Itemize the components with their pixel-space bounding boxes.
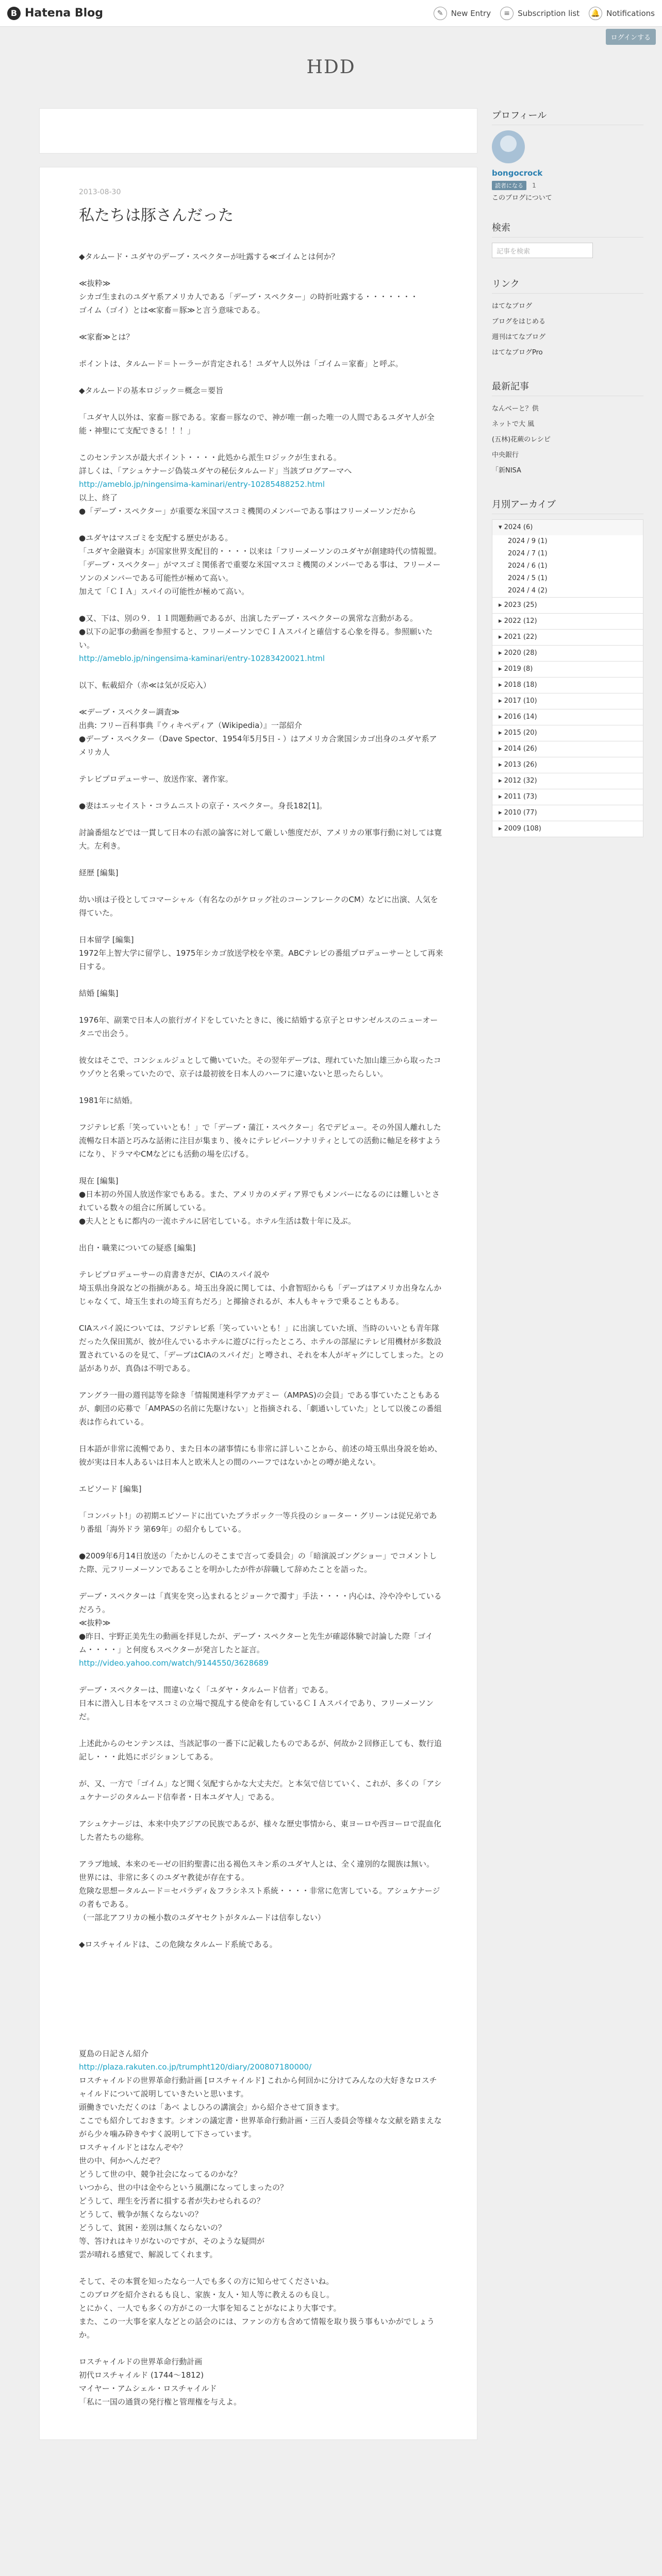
bell-icon: 🔔 [589,7,602,20]
paragraph-spacer [79,598,444,612]
paragraph-spacer [79,1308,444,1321]
archive-module [492,497,643,837]
entry-paragraph: いつから、世の中は金やらという風潮になってしまったの？ [79,2183,288,2192]
entry-paragraph: ≪抜粋≫ [79,279,111,288]
paragraph-spacer [79,317,444,330]
entry-date[interactable]: 2013-08-30 [79,188,121,196]
profile-username[interactable]: bongocrock [492,168,543,178]
paragraph-spacer [79,973,444,987]
paragraph-spacer [79,518,444,531]
entry-paragraph: デーブ・スペクターは「真実を突っ込まれるとジョークで濁す」手法・・・・内心は、冷や冷やしているだろう。 [79,1591,442,1614]
entry-paragraph: ●ユダヤはマスゴミを支配する歴史がある。 [79,533,233,543]
entry-paragraph: ロスチャイルドの世界革命行動計画 [79,2357,203,2366]
entry-paragraph: 頭働きでいただくのは「あべ よしひろの講演会」から紹介させて頂きます。 [79,2103,344,2112]
paragraph-spacer [79,1080,444,1094]
paragraph-spacer [79,1924,444,1938]
entry-paragraph: アングラ一冊の週刊誌等を除き「情報関連科学アカデミー（AMPAS)の会員」である事ていたこともあるが、劇団の応募で「AMPASの名前に先駆けない」と指摘される、「劇通いしていた」として以後この番組表は作られている。 [79,1391,442,1427]
entry-paragraph: （一部北アフリカの極小数のユダヤセクトがタルムードは信奉しない） [79,1913,325,1922]
archive-year[interactable]: ▸ 2013 (26) [492,757,643,773]
links-list [492,299,643,361]
entry-paragraph: ●デーブ・スペクター（Dave Spector、1954年5月5日 - ）はアメリカ合衆国シカゴ出身のユダヤ系アメリカ人 [79,734,437,757]
entry-paragraph: ◆ロスチャイルドは、この危険なタルムード系統である。 [79,1940,277,1949]
entry-paragraph: 「私に一国の通貨の発行権と管理権を与えよ。 [79,2397,242,2406]
entry-paragraph: 以下、転載紹介（赤≪は気が反応入） [79,681,211,690]
entry-paragraph: ゴイム（ゴイ）とは≪家畜＝豚≫と言う意味である。 [79,306,265,315]
entry-paragraph: 出典: フリー百科事典『ウィキペディア（Wikipedia）』一部紹介 [79,721,302,730]
paragraph-spacer [79,920,444,933]
entry-paragraph: 雲が晴れる感覚で、解説してくれます。 [79,2250,218,2259]
header-actions [434,7,655,20]
entry-paragraph: ポイントは、タルムード＝トーラーが肯定される！ユダヤ人以外は「ゴイム＝家畜」と呼ぶ。 [79,359,403,368]
entry-paragraph [79,652,444,665]
links-module [492,277,643,361]
archive-year[interactable]: ▸ 2016 (14) [492,709,643,725]
sidebar [492,108,643,2440]
entry-paragraph: ●又、下は、別の９．１１問題動画であるが、出演したデーブ・スペクターの異常な言動がある。 [79,614,418,623]
entry-paragraph: ●2009年6月14日放送の「たかじんのそこまで言って委員会」の「暗演説ゴングショー」でコメントした際、元フリーメーソンであることを明かしたが件が辞職して辞めたことを語った。 [79,1551,437,1574]
profile-heading: プロフィール [492,108,643,125]
entry-paragraph [79,2060,444,2074]
paragraph-spacer [79,1951,444,1964]
notifications-button[interactable] [589,7,655,20]
recent-entry-item[interactable]: (五林)花蕨のレシピ [492,436,551,444]
reader-count: 1 [532,182,536,189]
paragraph-spacer [79,1764,444,1777]
ad-slot [39,108,477,154]
entry-paragraph [79,1656,444,1670]
entry-paragraph: ≪抜粋≫ [79,1618,111,1628]
entry-paragraph: フジテレビ系「笑っていいとも！」で「デーブ・蒲江・スペクター」名でデビュー。その外国人離れした流暢な日本語と巧みな話術に注目が集まり、後々にテレビパーソナリティとしての活動に軸足を移すようになり、ドラマやCMなどにも活動の場を広げる。 [79,1123,441,1159]
entry-paragraph: テレビプロデューサーの肩書きだが、CIAのスパイ説や [79,1270,270,1279]
search-module [492,221,643,258]
entry-paragraph: アシュケナージは、本来中央アジアの民族であるが、様々な歴史事情から、東ヨーロや西ヨーロで混血化した者たちの総称。 [79,1819,441,1842]
entry-paragraph: ロスチャイルドの世界革命行動計画 [ロスチャイルド] これから何回かに分けてみんなの大好きなロスチャイルドについて説明していきたいと思います。 [79,2076,437,2098]
list-icon: ≡ [500,7,514,20]
recent-entry-item[interactable]: ネットで大 風 [492,420,535,428]
archive-year[interactable]: ▸ 2010 (77) [492,805,643,821]
archive-year[interactable]: ▸ 2015 (20) [492,725,643,741]
entry-paragraph [79,478,444,491]
new-entry-button[interactable] [434,7,491,20]
archive-month[interactable]: 2024 / 7 (1) [492,548,643,560]
sidebar-link-item[interactable]: はてなブログPro [492,349,543,357]
notifications-label: Notifications [606,8,655,18]
entry-paragraph: 彼女はそこで、コンシェルジュとして働いていた。その翌年デーブは、理れていた加山雄三から取ったコウゾウと名乗っていたので、京子は最初彼を日本人のハーフに違いないと思ったらしい。 [79,1056,441,1078]
entry-paragraph: 世の中、何かへんだぞ？ [79,2156,164,2165]
paragraph-spacer [79,1000,444,1013]
hatena-logo[interactable] [7,7,103,20]
paragraph-spacer [79,437,444,451]
recent-entries-module [492,379,643,479]
paragraph-spacer [79,1375,444,1388]
about-blog-link[interactable]: このブログについて [492,194,552,202]
entry-paragraph: 加えて「ＣＩＡ」スパイの可能性が極めて高い。 [79,587,250,596]
entry-paragraph: 上述此からのセンテンスは、当該記事の一番下に記載したものであるが、何故か２回修正しても、数行追記し・・・此処にポジションしてある。 [79,1739,442,1761]
entry-paragraph: 討論番組などでは一貫して日本の右派の論客に対して厳しい態度だが、アメリカの軍事行動に対しては寛大。左利き。 [79,828,442,851]
entry-paragraph: 「コンバット!」の初期エピソードに出ていたブラボック一等兵役のショーター・グリーンは従兄弟であり番組「海外ドラ 第69年」の紹介もしている。 [79,1511,437,1534]
paragraph-spacer [79,263,444,277]
entry-title[interactable]: 私たちは豚さんだった [79,207,234,225]
archive-year[interactable]: ▾ 2024 (6) [492,519,643,535]
entry-paragraph: 1972年上智大学に留学し、1975年シカゴ放送学校を卒業。ABCテレビの番組プロデューサーとして再来日する。 [79,948,443,971]
recent-entry-item[interactable]: なんべーと？供 [492,405,539,413]
paragraph-spacer [79,1536,444,1549]
entry-paragraph: とにかく、一人でも多くの方がこの一大事を知ることがなにより大事です。 [79,2303,341,2313]
archive-month[interactable]: 2024 / 9 (1) [492,535,643,548]
entry-paragraph: 結婚 [編集] [79,989,119,998]
logo-text: Hatena Blog [25,7,104,20]
paragraph-spacer [79,1670,444,1683]
subscription-list-label: Subscription list [518,8,580,18]
archive-year[interactable]: ▸ 2009 (108) [492,821,643,837]
subscription-list-button[interactable] [500,7,580,20]
entry-paragraph: ≪デーブ・スペクター調査≫ [79,707,180,717]
entry-paragraph: 世界には、非常に多くのユダヤ教徒が存在する。 [79,1873,250,1882]
entry-paragraph: 「ユダヤ金融資本」が国家世界支配目的・・・・以来は「フリーメーソンのユダヤが創建時代の情報盟。 [79,547,442,556]
recent-heading: 最新記事 [492,379,643,396]
sidebar-link-item[interactable]: 週刊はてなブログ [492,333,546,341]
main-column [39,108,477,2440]
paragraph-spacer [79,1844,444,1857]
recent-entry-item[interactable]: 「新NISA [492,467,521,474]
paragraph-spacer [79,1040,444,1054]
entry-paragraph: ◆タルムード・ユダヤのデーブ・スペクターが吐露する≪ゴイムとは何か？ [79,252,339,261]
paragraph-spacer [79,692,444,705]
archive-year[interactable]: ▸ 2022 (12) [492,613,643,629]
entry-paragraph: ロスチャイルドとはなんぞや？ [79,2143,187,2152]
archive-year[interactable]: ▸ 2014 (26) [492,741,643,757]
entry-paragraph: ≪家畜≫とは？ [79,332,134,342]
subscribe-badge-button[interactable]: 読者になる [492,181,526,190]
entry-paragraph: 「デーブ・スペクター」がマスゴミ関係者で重要な米国マスコミ機関のメンバーである事は、フリーメーソンのメンバーである可能性が極めて高い。 [79,560,441,583]
paragraph-spacer [79,1469,444,1482]
archive-year[interactable]: ▸ 2017 (10) [492,693,643,709]
recent-entry-item[interactable]: 中央銀行 [492,451,519,459]
entry-paragraph: が、又、一方で「ゴイム」など聞く気配すらかな大丈夫だ。と本気で信じていく、これが、多くの「アシュケナージのタルムード信奉者・日本ユダヤ人」である。 [79,1779,442,1802]
paragraph-spacer [79,879,444,893]
global-header [0,0,662,27]
entry-paragraph: また、この一大事を家人などとの話会のには、ファンの方も含めて情報を取り扱う事もいかがでしょうか。 [79,2317,435,2340]
archive-year[interactable]: ▸ 2023 (25) [492,597,643,613]
paragraph-spacer [79,853,444,866]
archive-month[interactable]: 2024 / 6 (1) [492,560,643,572]
entry-paragraph: 出自・職業についての疑惑 [編集] [79,1243,196,1252]
archive-year[interactable]: ▸ 2019 (8) [492,661,643,677]
entry-link[interactable]: http://video.yahoo.com/watch/9144550/3628689 [79,1658,269,1668]
entry-paragraph: 以上、終了 [79,493,118,502]
archive-month[interactable]: 2024 / 4 (2) [492,585,643,597]
entry-paragraph: アラブ地域、本来のモーゼの旧約聖書に出る褐色スキン系のユダヤ人とは、全く違別的な閥族は無い。 [79,1859,434,1869]
page-body [6,108,656,2440]
paragraph-spacer [79,1161,444,1174]
paragraph-spacer [79,1964,444,2047]
paragraph-spacer [79,1228,444,1241]
paragraph-spacer [79,1804,444,1817]
archive-year[interactable]: ▸ 2018 (18) [492,677,643,693]
entry-paragraph: 初代ロスチャイルド (1744〜1812) [79,2370,204,2380]
entry-paragraph: 埼玉県出身説などの指摘がある。埼玉出身説に関しては、小倉智昭からも「デーブはアメリカ出身なんかじゃなくて、埼玉生まれの埼玉育ちだろ」と揶揄されるが、本人もキャラで乗ることもある。 [79,1283,442,1306]
entry-paragraph: 現在 [編集] [79,1176,119,1185]
archive-list [492,519,643,837]
entry-paragraph: このセンテンスが最大ポイント・・・・此処から派生ロジックが生まれる。 [79,453,341,462]
entry-paragraph: どうして、貧困・差別は無くならないの？ [79,2223,226,2232]
entry-paragraph: ◆タルムードの基本ロジック＝概念＝要旨 [79,386,224,395]
paragraph-spacer [79,1429,444,1442]
entry-paragraph: マイヤー・アムシェル・ロスチャイルド [79,2384,217,2393]
entry-paragraph: デーブ・スペクターは、間違いなく「ユダヤ・タルムード信者」である。 [79,1685,333,1694]
entry-paragraph: ●「デーブ・スペクター」が重要な米国マスコミ機関のメンバーである事はフリーメーソンだから [79,506,417,516]
entry-paragraph: ここでも紹介しておきます。シオンの議定書・世界革命行動計画・三百人委員会等様々な文献を踏まえながら少々噛み砕きやすく説明して下さっています。 [79,2116,442,2139]
archive-month[interactable]: 2024 / 5 (1) [492,572,643,585]
paragraph-spacer [79,1107,444,1121]
entry-paragraph: このブログを紹介されるも良し、家族・友人・知人等に教えるのも良し。 [79,2290,335,2299]
entry-link[interactable]: http://ameblo.jp/ningensima-kaminari/entry-10283420021.html [79,654,325,663]
paragraph-spacer [79,759,444,772]
paragraph-spacer [79,786,444,799]
paragraph-spacer [79,397,444,411]
archive-year[interactable]: ▸ 2021 (22) [492,629,643,645]
entry-paragraph: 幼い頃は子役としてコマーシャル（有名なのがケロッグ社のコーンフレークのCM）などに出演、人気を得ていた。 [79,895,438,918]
search-input[interactable]: 記事を検索 [492,243,593,258]
entry-paragraph: ●日本初の外国人放送作家でもある。また、アメリカのメディア界でもメンバーになるのには難しいとされている数々の組合に所属している。 [79,1190,440,1212]
paragraph-spacer [79,2261,444,2275]
paragraph-spacer [79,1723,444,1737]
entry-body [79,250,444,2409]
paragraph-spacer [79,344,444,357]
paragraph-spacer [79,1255,444,1268]
profile-module [492,108,643,202]
entry-paragraph: 「ユダヤ人以外は、家畜＝豚である。家畜＝豚なので、神が唯一創った唯一の人間であるユダヤ人が全能・神聖にて支配できる！！！」 [79,413,435,435]
sidebar-link-item[interactable]: はてなブログ [492,302,533,310]
entry-link[interactable]: http://ameblo.jp/ningensima-kaminari/entry-10285488252.html [79,480,325,489]
recent-list [492,401,643,479]
entry-paragraph: そして、その本質を知ったなら一人でも多くの方に知らせてくださいね。 [79,2277,334,2286]
paragraph-spacer [79,1496,444,1509]
entry-paragraph: 詳しくは、「アシュケナージ偽装ユダヤの秘伝タルムード」当該ブログアーマへ [79,466,352,476]
login-button[interactable]: ログインする [606,29,656,45]
entry-paragraph: 1981年に結婚。 [79,1096,138,1105]
entry-paragraph: どうして、戦争が無くならないの？ [79,2210,203,2219]
entry-paragraph: 1976年、副業で日本人の旅行ガイドをしていたときに、後に結婚する京子とロサンゼルスのニューオータニで出会う。 [79,1015,438,1038]
entry-paragraph: ●夫人とともに都内の一流ホテルに居宅している。ホテル生活は数十年に及ぶ。 [79,1216,356,1226]
avatar[interactable] [492,130,525,163]
entry-paragraph: シカゴ生まれのユダヤ系アメリカ人である「デーブ・スペクター」の時折吐露する・・・・・・・ [79,292,418,301]
search-heading: 検索 [492,221,643,238]
entry-paragraph: 日本に潜入し日本をマスコミの立場で撹乱する使命を有しているＣＩＡスパイであり、フリーメーソンだ。 [79,1699,434,1721]
paragraph-spacer [79,370,444,384]
entry-paragraph: CIAスパイ説については、フジテレビ系「笑っていいとも！」に出演していた頃、当時のいいとも青年隊だった久保田篤が、彼が住んでいるホテルに遊びに行ったところ、ホテルの部屋にテレビ用機材が多数設置されているのを見て、「デーブはCIAのスパイだ」と噂され、それを本人がギャグにしてしまった。との話がありが、真偽は不明である。 [79,1324,444,1373]
entry-paragraph: ●以下の記事の動画を参照すると、フリーメーソンでＣＩＡスパイと確信する心象を得る。参照願いたい。 [79,627,433,650]
entry-paragraph: 危険な思想ータルムード＝セパラディ＆フラシネスト系統・・・・非常に危害している。アシュケナージの者もである。 [79,1886,440,1909]
sidebar-link-item[interactable]: ブログをはじめる [492,318,546,326]
paragraph-spacer [79,665,444,679]
entry-paragraph: どうして、理生を汚者に損する者が失わせられるの？ [79,2196,264,2206]
blog-title[interactable]: HDD [306,57,356,78]
entry-paragraph: ●昨日、宇野正美先生の動画を拝見したが、デーブ・スペクターと先生が確認体験で討論した際「ゴイム・・・・」と何度もスペクターが発言したと証言。 [79,1632,433,1654]
entry-paragraph: 夏島の日記さん紹介 [79,2049,149,2058]
archive-heading: 月別アーカイブ [492,497,643,514]
entry-article [39,167,477,2440]
paragraph-spacer [79,812,444,826]
entry-link[interactable]: http://plaza.rakuten.co.jp/trumpht120/diary/200807180000/ [79,2062,312,2072]
archive-year[interactable]: ▸ 2011 (73) [492,789,643,805]
entry-paragraph: ●妻はエッセイスト・コラムニストの京子・スペクター。身長182[1]。 [79,801,327,810]
entry-paragraph: どうして世の中、競争社会になってるのかな？ [79,2170,242,2179]
hatena-logo-icon: B [7,7,21,20]
links-heading: リンク [492,277,643,294]
entry-paragraph: 経歴 [編集] [79,868,119,877]
entry-paragraph: テレビプロデューサー、放送作家、著作家。 [79,774,233,784]
entry-paragraph: 日本留学 [編集] [79,935,134,944]
entry-paragraph: エピソード [編集] [79,1484,142,1494]
entry-paragraph: 日本語が非常に流暢であり、また日本の諸事情にも非常に詳しいことから、前述の埼玉県出身説を始め、彼が実は日本人あるいは日本人と欧米人との間のハーフではないかとの噂が絶えない。 [79,1444,442,1467]
pencil-icon: ✎ [434,7,447,20]
paragraph-spacer [79,1576,444,1589]
entry-paragraph: 等、答けれはキリがないのですが、そのような疑問が [79,2236,265,2246]
archive-year[interactable]: ▸ 2020 (28) [492,645,643,661]
new-entry-label: New Entry [451,8,491,18]
archive-year[interactable]: ▸ 2012 (32) [492,773,643,789]
paragraph-spacer [79,2342,444,2355]
